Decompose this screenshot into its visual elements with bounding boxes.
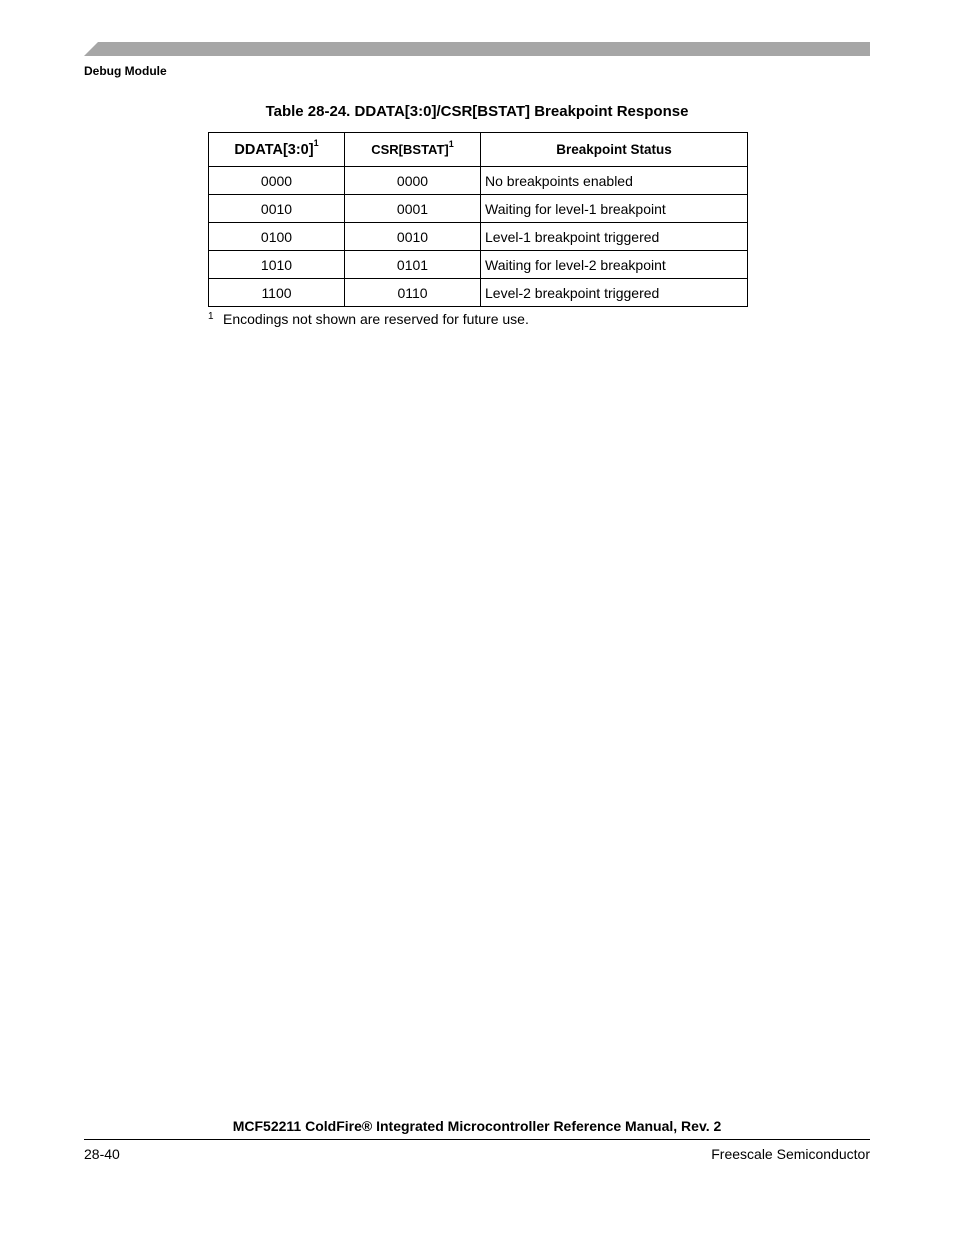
table-footnote	[208, 309, 529, 332]
section-label: Debug Module	[84, 64, 167, 78]
breakpoint-response-table	[208, 132, 748, 307]
table-cell-csr-bstat: 0110	[345, 279, 481, 307]
table-cell-ddata: 0010	[209, 195, 345, 223]
table-row	[209, 251, 748, 279]
table-cell-csr-bstat: 0101	[345, 251, 481, 279]
table-cell-ddata: 1100	[209, 279, 345, 307]
company-name: Freescale Semiconductor	[711, 1146, 870, 1162]
table-cell-csr-bstat: 0001	[345, 195, 481, 223]
table-cell-status: Level-1 breakpoint triggered	[481, 223, 748, 251]
table-row	[209, 195, 748, 223]
table-cell-status: No breakpoints enabled	[481, 167, 748, 195]
footnote-ref: 1	[313, 137, 319, 148]
footnote-mark: 1	[208, 311, 214, 322]
column-header-label: CSR[BSTAT]	[371, 142, 449, 157]
table-cell-status: Level-2 breakpoint triggered	[481, 279, 748, 307]
footnote-ref: 1	[448, 138, 454, 149]
table-cell-status: Waiting for level-2 breakpoint	[481, 251, 748, 279]
table-cell-ddata: 1010	[209, 251, 345, 279]
table-row	[209, 167, 748, 195]
table-cell-ddata: 0000	[209, 167, 345, 195]
header-bar	[84, 42, 870, 56]
column-header-csr-bstat	[345, 133, 481, 167]
table-cell-status: Waiting for level-1 breakpoint	[481, 195, 748, 223]
column-header-ddata	[209, 133, 345, 167]
column-header-label: Breakpoint Status	[556, 142, 672, 157]
table-header-row	[209, 133, 748, 167]
column-header-breakpoint-status	[481, 133, 748, 167]
footnote-text: Encodings not shown are reserved for future use.	[223, 311, 529, 327]
table-cell-csr-bstat: 0010	[345, 223, 481, 251]
table-cell-ddata: 0100	[209, 223, 345, 251]
page-number: 28-40	[84, 1146, 120, 1162]
footer-manual-title: MCF52211 ColdFire® Integrated Microcontroller Reference Manual, Rev. 2	[232, 1118, 722, 1134]
table-cell-csr-bstat: 0000	[345, 167, 481, 195]
table-title: Table 28-24. DDATA[3:0]/CSR[BSTAT] Breakpoint Response	[265, 103, 689, 120]
footer-rule	[84, 1139, 870, 1140]
table-row	[209, 279, 748, 307]
table-row	[209, 223, 748, 251]
column-header-label: DDATA[3:0]	[234, 141, 314, 158]
